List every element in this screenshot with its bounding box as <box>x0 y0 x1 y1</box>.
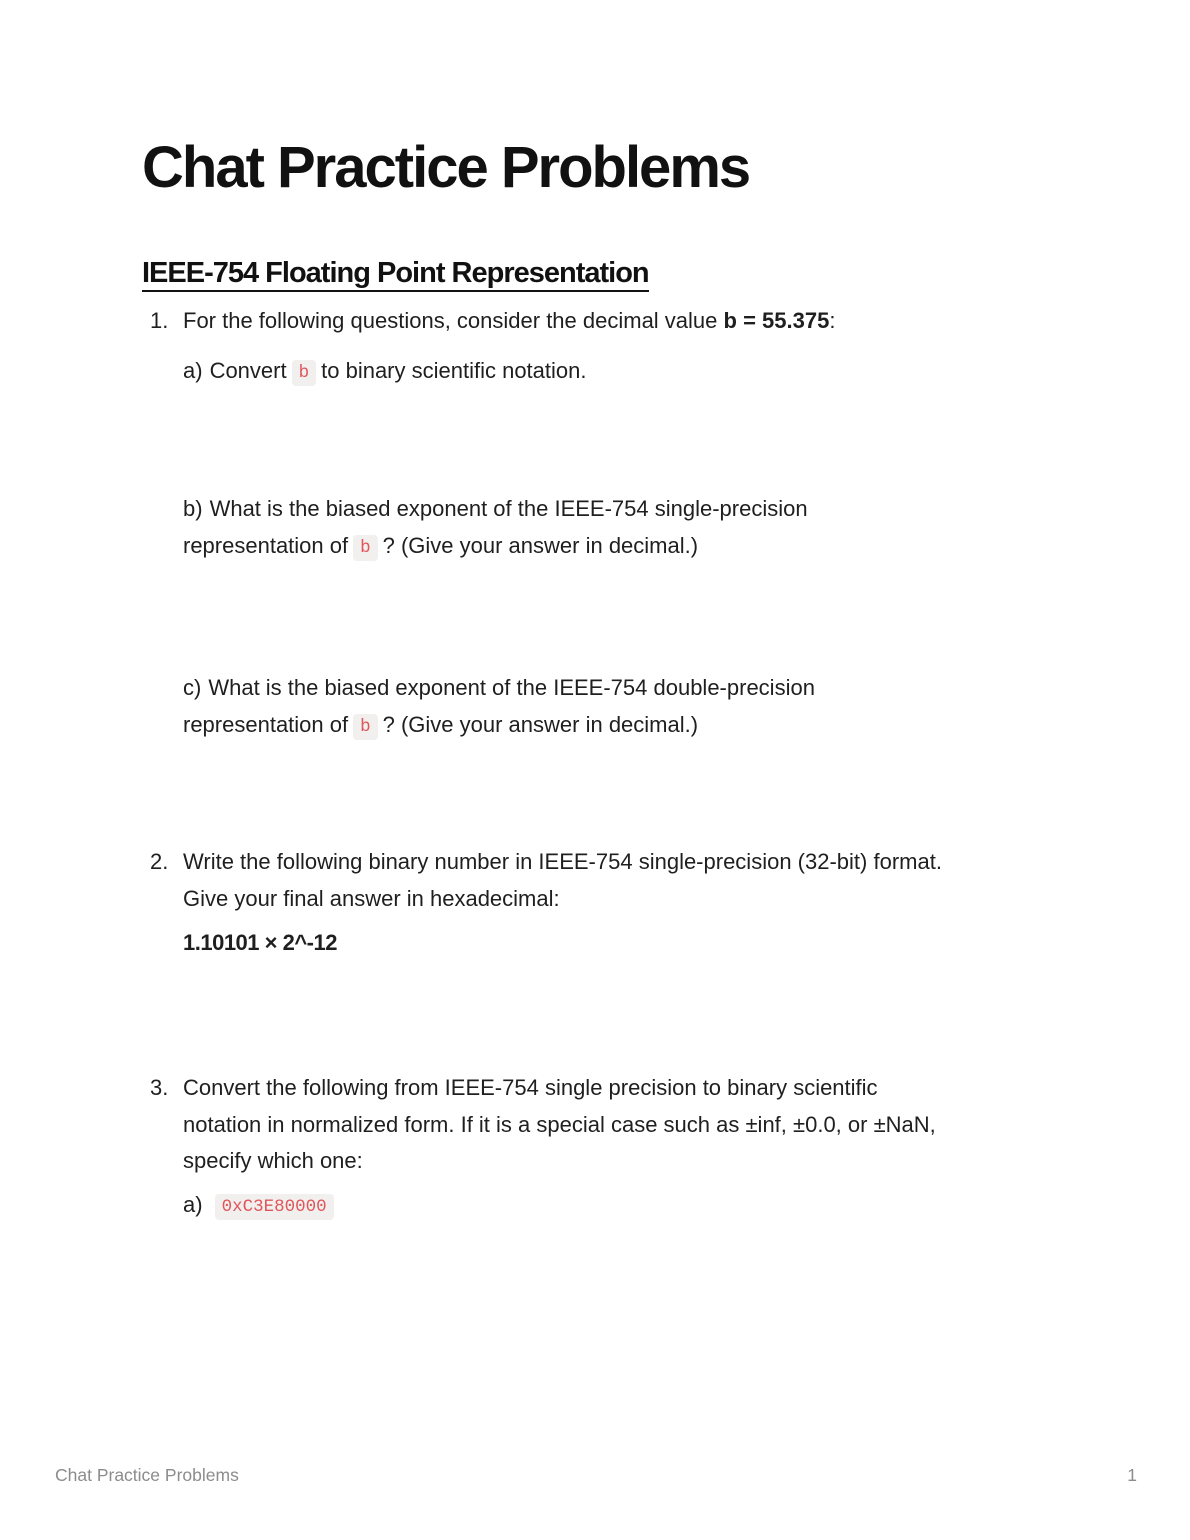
intro-prefix: For the following questions, consider the decimal value <box>183 308 724 333</box>
page-title: Chat Practice Problems <box>142 135 750 200</box>
intro-suffix: : <box>829 308 836 333</box>
part-c-line-2 <box>183 707 1077 747</box>
problem-3-number: 3. <box>150 1075 169 1100</box>
problem-1-part-b <box>183 491 1077 567</box>
inline-code-b: b <box>292 360 317 386</box>
problem-3-text-line-2: notation in normalized form. If it is a special case such as ±inf, ±0.0, or ±NaN, <box>183 1111 936 1137</box>
problem-2-intro <box>142 844 1077 917</box>
problem-1-part-a <box>183 353 1077 393</box>
part-a-label: a) <box>183 357 203 383</box>
problem-3-intro <box>142 1070 1077 1180</box>
problem-3-part-a <box>183 1187 1077 1227</box>
problem-1 <box>142 303 1077 746</box>
problem-1-intro <box>142 303 1077 340</box>
part-a-text-after: to binary scientific notation. <box>321 357 587 383</box>
section-heading: IEEE-754 Floating Point Representation <box>142 256 649 292</box>
part-a-label: a) <box>183 1191 203 1217</box>
problem-2-text <box>183 844 1077 917</box>
part-c-line-1-text: What is the biased exponent of the IEEE-754 double-precision <box>208 675 815 700</box>
part-b-line-2-before: representation of <box>183 532 349 558</box>
part-b-line-1 <box>183 491 1077 528</box>
part-b-line-2-after: ? (Give your answer in decimal.) <box>382 532 699 558</box>
intro-bold-value: b = 55.375 <box>723 308 830 333</box>
part-b-label: b) <box>183 496 203 521</box>
problem-2-text-line-1: Write the following binary number in IEEE-754 single-precision (32-bit) format. <box>183 849 942 874</box>
page-footer <box>55 1462 1137 1488</box>
part-b-line-1-text: What is the biased exponent of the IEEE-754 single-precision <box>209 496 808 521</box>
problem-1-number: 1. <box>150 308 169 333</box>
part-c-line-2-after: ? (Give your answer in decimal.) <box>382 711 699 737</box>
inline-code-b: b <box>353 714 378 740</box>
part-a-text-before: Convert <box>209 357 287 383</box>
problem-1-intro-text <box>183 303 1077 340</box>
inline-code-b: b <box>353 535 378 561</box>
problem-3-text-line-3: specify which one: <box>183 1148 363 1173</box>
footer-page-number: 1 <box>1127 1465 1137 1485</box>
problem-2-text-line-2: Give your final answer in hexadecimal: <box>183 885 560 911</box>
problem-2-formula: 1.10101 × 2^-12 <box>183 930 337 955</box>
footer-document-name: Chat Practice Problems <box>55 1465 239 1485</box>
problem-3-text <box>183 1070 1077 1180</box>
problem-3 <box>142 1070 1077 1226</box>
problem-2-number: 2. <box>150 849 169 874</box>
part-c-line-2-before: representation of <box>183 711 349 737</box>
part-b-line-2 <box>183 528 1077 568</box>
problem-3-text-line-1: Convert the following from IEEE-754 single precision to binary scientific <box>183 1075 878 1100</box>
part-c-line-1 <box>183 670 1077 707</box>
part-c-label: c) <box>183 675 202 700</box>
inline-code-hex: 0xC3E80000 <box>215 1194 334 1220</box>
problem-2 <box>142 844 1077 962</box>
problem-1-part-c <box>183 670 1077 746</box>
